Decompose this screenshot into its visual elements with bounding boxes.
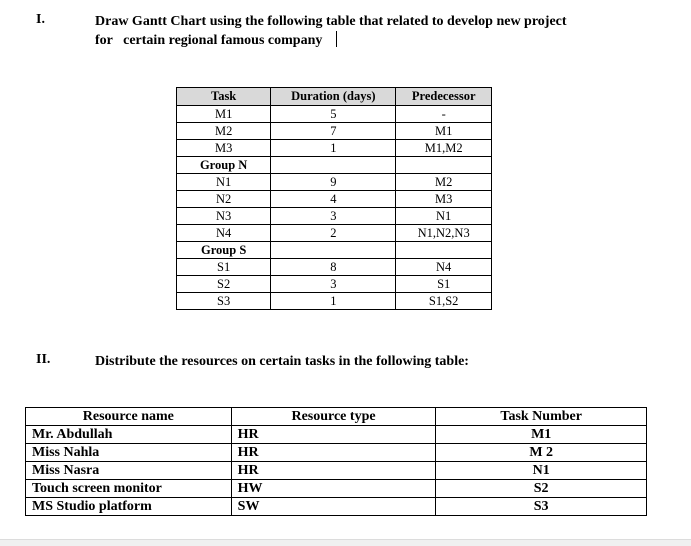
predecessor-cell: M3 bbox=[396, 191, 492, 208]
empty-cell bbox=[271, 242, 396, 259]
task-cell: S3 bbox=[177, 293, 271, 310]
group-label: Group S bbox=[177, 242, 271, 259]
resource-type-cell: HW bbox=[231, 480, 436, 498]
table-row bbox=[177, 123, 492, 140]
resource-name-cell: Touch screen monitor bbox=[26, 480, 232, 498]
table-row bbox=[26, 426, 647, 444]
empty-cell bbox=[271, 157, 396, 174]
resource-type-cell: HR bbox=[231, 426, 436, 444]
table-row bbox=[177, 191, 492, 208]
duration-cell: 8 bbox=[271, 259, 396, 276]
task-cell: S1 bbox=[177, 259, 271, 276]
resource-name-cell: MS Studio platform bbox=[26, 498, 232, 516]
duration-cell: 4 bbox=[271, 191, 396, 208]
resource-table-header-row bbox=[26, 408, 647, 426]
task-cell: M1 bbox=[177, 106, 271, 123]
task-number-cell: M1 bbox=[436, 426, 647, 444]
resource-type-cell: SW bbox=[231, 498, 436, 516]
duration-cell: 3 bbox=[271, 276, 396, 293]
table-row bbox=[177, 259, 492, 276]
table-row bbox=[177, 174, 492, 191]
predecessor-cell: - bbox=[396, 106, 492, 123]
duration-cell: 9 bbox=[271, 174, 396, 191]
duration-cell: 3 bbox=[271, 208, 396, 225]
task-number-cell: N1 bbox=[436, 462, 647, 480]
predecessor-cell: S1,S2 bbox=[396, 293, 492, 310]
predecessor-cell: M1,M2 bbox=[396, 140, 492, 157]
task-cell: N3 bbox=[177, 208, 271, 225]
table-row bbox=[177, 276, 492, 293]
duration-cell: 7 bbox=[271, 123, 396, 140]
header-task: Task bbox=[177, 88, 271, 106]
task-cell: M2 bbox=[177, 123, 271, 140]
resource-table bbox=[25, 407, 647, 516]
predecessor-cell: N4 bbox=[396, 259, 492, 276]
header-resource-name: Resource name bbox=[26, 408, 232, 426]
predecessor-cell: M2 bbox=[396, 174, 492, 191]
header-duration: Duration (days) bbox=[271, 88, 396, 106]
empty-cell bbox=[396, 157, 492, 174]
table-row bbox=[177, 293, 492, 310]
table-row bbox=[177, 106, 492, 123]
task-cell: N4 bbox=[177, 225, 271, 242]
duration-cell: 2 bbox=[271, 225, 396, 242]
table-row bbox=[177, 225, 492, 242]
table-row bbox=[26, 462, 647, 480]
group-row bbox=[177, 157, 492, 174]
duration-cell: 1 bbox=[271, 140, 396, 157]
task-table-header-row bbox=[177, 88, 492, 106]
predecessor-cell: N1 bbox=[396, 208, 492, 225]
predecessor-cell: M1 bbox=[396, 123, 492, 140]
task-number-cell: M 2 bbox=[436, 444, 647, 462]
group-row bbox=[177, 242, 492, 259]
section-2-number: II. bbox=[36, 352, 51, 367]
section-1-number: I. bbox=[36, 12, 45, 27]
header-task-number: Task Number bbox=[436, 408, 647, 426]
task-cell: N1 bbox=[177, 174, 271, 191]
task-number-cell: S3 bbox=[436, 498, 647, 516]
section-1-line-2 bbox=[95, 31, 567, 50]
text-cursor bbox=[336, 31, 337, 47]
header-predecessor: Predecessor bbox=[396, 88, 492, 106]
table-row bbox=[26, 480, 647, 498]
group-label: Group N bbox=[177, 157, 271, 174]
section-1-line-2-text: for certain regional famous company bbox=[95, 33, 323, 48]
task-table bbox=[176, 87, 492, 310]
predecessor-cell: S1 bbox=[396, 276, 492, 293]
table-row bbox=[26, 498, 647, 516]
section-2-instruction: Distribute the resources on certain tasks in the following table: bbox=[95, 354, 469, 369]
resource-type-cell: HR bbox=[231, 444, 436, 462]
task-number-cell: S2 bbox=[436, 480, 647, 498]
empty-cell bbox=[396, 242, 492, 259]
task-cell: S2 bbox=[177, 276, 271, 293]
section-1-instruction bbox=[95, 12, 567, 50]
resource-name-cell: Miss Nasra bbox=[26, 462, 232, 480]
task-cell: M3 bbox=[177, 140, 271, 157]
section-1-line-1: Draw Gantt Chart using the following table that related to develop new project bbox=[95, 14, 567, 29]
task-cell: N2 bbox=[177, 191, 271, 208]
header-resource-type: Resource type bbox=[231, 408, 436, 426]
table-row bbox=[26, 444, 647, 462]
predecessor-cell: N1,N2,N3 bbox=[396, 225, 492, 242]
duration-cell: 1 bbox=[271, 293, 396, 310]
table-row bbox=[177, 140, 492, 157]
duration-cell: 5 bbox=[271, 106, 396, 123]
resource-name-cell: Miss Nahla bbox=[26, 444, 232, 462]
table-row bbox=[177, 208, 492, 225]
resource-name-cell: Mr. Abdullah bbox=[26, 426, 232, 444]
resource-type-cell: HR bbox=[231, 462, 436, 480]
